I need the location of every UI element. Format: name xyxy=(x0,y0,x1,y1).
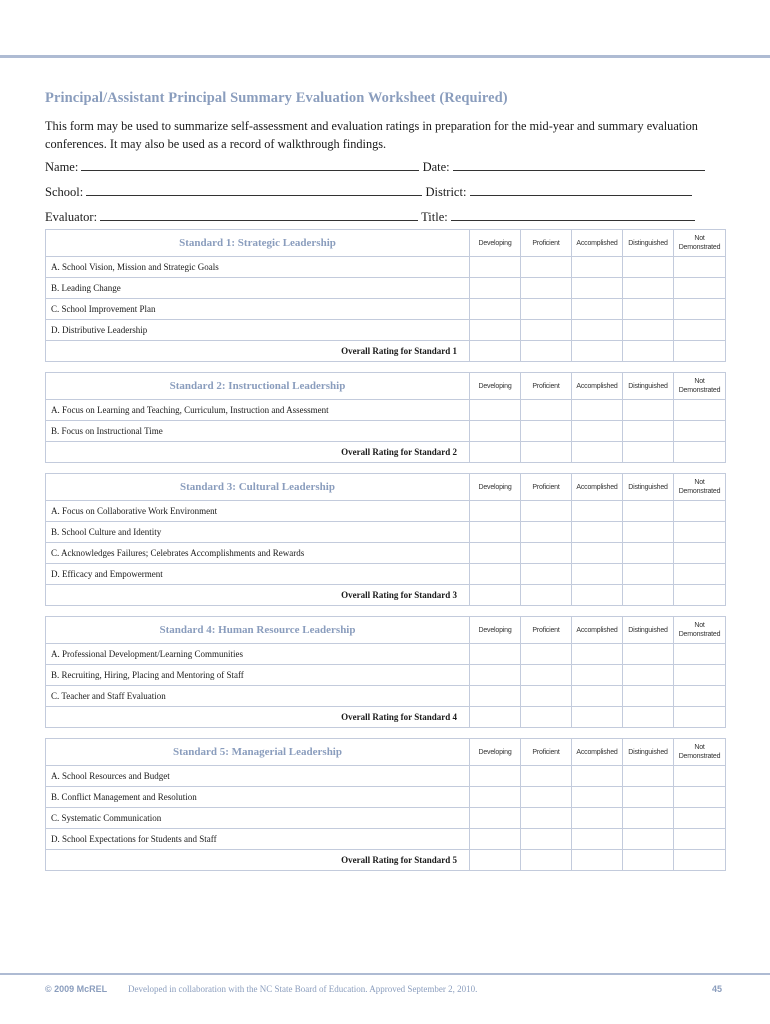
element-label: A. School Resources and Budget xyxy=(46,766,470,787)
element-label: C. Acknowledges Failures; Celebrates Accomplishments and Rewards xyxy=(46,543,470,564)
standard-title: Standard 3: Cultural Leadership xyxy=(46,474,470,501)
standard-5-block xyxy=(45,738,725,871)
rating-cell[interactable] xyxy=(674,278,726,299)
rating-cell[interactable] xyxy=(572,400,623,421)
rating-cell[interactable] xyxy=(623,665,674,686)
rating-cell[interactable] xyxy=(572,564,623,585)
element-label: C. School Improvement Plan xyxy=(46,299,470,320)
rating-column-header: Developing xyxy=(470,373,521,400)
overall-rating-cell[interactable] xyxy=(521,341,572,362)
rating-cell[interactable] xyxy=(470,501,521,522)
rating-cell[interactable] xyxy=(521,522,572,543)
rating-column-header: Distinguished xyxy=(623,373,674,400)
rating-cell[interactable] xyxy=(674,320,726,341)
rating-cell[interactable] xyxy=(521,501,572,522)
table-row xyxy=(46,644,726,665)
standard-title: Standard 5: Managerial Leadership xyxy=(46,739,470,766)
rating-cell[interactable] xyxy=(623,686,674,707)
rating-cell[interactable] xyxy=(674,299,726,320)
rating-cell[interactable] xyxy=(521,400,572,421)
overall-rating-label: Overall Rating for Standard 4 xyxy=(46,707,470,728)
rating-cell[interactable] xyxy=(674,543,726,564)
overall-rating-cell[interactable] xyxy=(572,341,623,362)
rating-cell[interactable] xyxy=(623,766,674,787)
table-row xyxy=(46,522,726,543)
overall-rating-label: Overall Rating for Standard 2 xyxy=(46,442,470,463)
standard-4-block xyxy=(45,616,725,728)
overall-rating-cell[interactable] xyxy=(521,850,572,871)
rating-cell[interactable] xyxy=(521,257,572,278)
rating-cell[interactable] xyxy=(674,564,726,585)
standard-header-row xyxy=(46,230,726,257)
table-row xyxy=(46,564,726,585)
name-date-line xyxy=(45,158,705,175)
element-label: A. Professional Development/Learning Communities xyxy=(46,644,470,665)
rating-cell[interactable] xyxy=(470,665,521,686)
standard-header-row xyxy=(46,474,726,501)
rating-cell[interactable] xyxy=(674,421,726,442)
element-label: A. School Vision, Mission and Strategic Goals xyxy=(46,257,470,278)
rating-cell[interactable] xyxy=(521,299,572,320)
standard-title: Standard 4: Human Resource Leadership xyxy=(46,617,470,644)
rating-cell[interactable] xyxy=(674,829,726,850)
rating-cell[interactable] xyxy=(623,787,674,808)
rating-cell[interactable] xyxy=(674,644,726,665)
rating-cell[interactable] xyxy=(674,522,726,543)
standard-header-row xyxy=(46,373,726,400)
rating-cell[interactable] xyxy=(623,808,674,829)
school-field[interactable] xyxy=(86,183,422,196)
overall-rating-cell[interactable] xyxy=(521,585,572,606)
rating-cell[interactable] xyxy=(470,644,521,665)
table-row xyxy=(46,501,726,522)
rating-cell[interactable] xyxy=(470,808,521,829)
overall-rating-cell[interactable] xyxy=(470,850,521,871)
standard-table xyxy=(45,229,726,362)
rating-column-header: Proficient xyxy=(521,373,572,400)
overall-rating-cell[interactable] xyxy=(674,707,726,728)
rating-cell[interactable] xyxy=(572,787,623,808)
rating-cell[interactable] xyxy=(521,564,572,585)
name-field[interactable] xyxy=(81,158,419,171)
overall-rating-cell[interactable] xyxy=(572,850,623,871)
rating-cell[interactable] xyxy=(521,766,572,787)
overall-rating-cell[interactable] xyxy=(674,442,726,463)
rating-cell[interactable] xyxy=(470,564,521,585)
overall-rating-cell[interactable] xyxy=(674,341,726,362)
rating-column-header: Proficient xyxy=(521,739,572,766)
standard-header-row xyxy=(46,617,726,644)
rating-cell[interactable] xyxy=(572,644,623,665)
table-row xyxy=(46,400,726,421)
rating-cell[interactable] xyxy=(623,320,674,341)
footer-developed-note: Developed in collaboration with the NC State Board of Education. Approved September 2, 2010. xyxy=(128,984,478,994)
overall-rating-cell[interactable] xyxy=(623,707,674,728)
rating-cell[interactable] xyxy=(674,766,726,787)
rating-cell[interactable] xyxy=(470,400,521,421)
rating-cell[interactable] xyxy=(470,543,521,564)
rating-cell[interactable] xyxy=(572,686,623,707)
rating-cell[interactable] xyxy=(623,644,674,665)
rating-column-header: Proficient xyxy=(521,474,572,501)
rating-cell[interactable] xyxy=(674,257,726,278)
rating-cell[interactable] xyxy=(572,421,623,442)
standard-table xyxy=(45,372,726,463)
rating-cell[interactable] xyxy=(470,278,521,299)
rating-cell[interactable] xyxy=(572,501,623,522)
rating-cell[interactable] xyxy=(521,543,572,564)
rating-cell[interactable] xyxy=(674,808,726,829)
table-row xyxy=(46,808,726,829)
overall-rating-cell[interactable] xyxy=(674,585,726,606)
rating-cell[interactable] xyxy=(521,421,572,442)
rating-cell[interactable] xyxy=(470,522,521,543)
overall-row xyxy=(46,442,726,463)
standard-3-block xyxy=(45,473,725,606)
table-row xyxy=(46,829,726,850)
evaluator-field[interactable] xyxy=(100,208,418,221)
rating-cell[interactable] xyxy=(623,829,674,850)
table-row xyxy=(46,787,726,808)
overall-rating-label: Overall Rating for Standard 1 xyxy=(46,341,470,362)
rating-cell[interactable] xyxy=(470,787,521,808)
intro-text: This form may be used to summarize self-assessment and evaluation ratings in preparation for the mid-year and summary evaluation conferences. It may also be used as a record of walkthrough findings. xyxy=(45,119,698,151)
district-label: District: xyxy=(425,185,467,199)
rating-column-header: Distinguished xyxy=(623,230,674,257)
standard-1-block xyxy=(45,229,725,362)
element-label: A. Focus on Collaborative Work Environment xyxy=(46,501,470,522)
rating-column-header: Distinguished xyxy=(623,617,674,644)
element-label: B. Focus on Instructional Time xyxy=(46,421,470,442)
rating-cell[interactable] xyxy=(470,421,521,442)
rating-column-header: Developing xyxy=(470,617,521,644)
overall-rating-cell[interactable] xyxy=(572,585,623,606)
element-label: D. School Expectations for Students and Staff xyxy=(46,829,470,850)
table-row xyxy=(46,421,726,442)
evaluator-label: Evaluator: xyxy=(45,210,98,224)
overall-rating-cell[interactable] xyxy=(470,707,521,728)
rating-column-header: Distinguished xyxy=(623,739,674,766)
overall-rating-cell[interactable] xyxy=(623,585,674,606)
rating-cell[interactable] xyxy=(521,686,572,707)
standard-title: Standard 2: Instructional Leadership xyxy=(46,373,470,400)
rating-cell[interactable] xyxy=(521,829,572,850)
element-label: A. Focus on Learning and Teaching, Curriculum, Instruction and Assessment xyxy=(46,400,470,421)
table-row xyxy=(46,320,726,341)
rating-cell[interactable] xyxy=(572,829,623,850)
overall-rating-cell[interactable] xyxy=(623,341,674,362)
rating-cell[interactable] xyxy=(572,257,623,278)
rating-cell[interactable] xyxy=(674,665,726,686)
overall-row xyxy=(46,341,726,362)
rating-column-header: Accomplished xyxy=(572,474,623,501)
rating-cell[interactable] xyxy=(674,400,726,421)
overall-rating-cell[interactable] xyxy=(521,707,572,728)
overall-rating-cell[interactable] xyxy=(470,442,521,463)
rating-column-header: Accomplished xyxy=(572,617,623,644)
overall-rating-cell[interactable] xyxy=(623,442,674,463)
rating-column-header: Not Demonstrated xyxy=(674,373,726,400)
rating-cell[interactable] xyxy=(521,808,572,829)
school-district-line xyxy=(45,183,692,200)
rating-cell[interactable] xyxy=(674,787,726,808)
rating-cell[interactable] xyxy=(470,829,521,850)
element-label: C. Systematic Communication xyxy=(46,808,470,829)
bottom-rule xyxy=(0,973,770,975)
overall-rating-cell[interactable] xyxy=(572,442,623,463)
overall-rating-cell[interactable] xyxy=(623,850,674,871)
rating-cell[interactable] xyxy=(521,278,572,299)
rating-column-header: Proficient xyxy=(521,230,572,257)
rating-column-header: Proficient xyxy=(521,617,572,644)
rating-cell[interactable] xyxy=(470,320,521,341)
rating-cell[interactable] xyxy=(572,808,623,829)
element-label: B. Leading Change xyxy=(46,278,470,299)
rating-cell[interactable] xyxy=(572,522,623,543)
standard-table xyxy=(45,473,726,606)
table-row xyxy=(46,543,726,564)
standard-header-row xyxy=(46,739,726,766)
rating-column-header: Distinguished xyxy=(623,474,674,501)
rating-cell[interactable] xyxy=(623,522,674,543)
standard-table xyxy=(45,738,726,871)
table-row xyxy=(46,257,726,278)
rating-cell[interactable] xyxy=(572,543,623,564)
standard-title: Standard 1: Strategic Leadership xyxy=(46,230,470,257)
footer-copyright: © 2009 McREL xyxy=(45,984,108,994)
overall-rating-label: Overall Rating for Standard 5 xyxy=(46,850,470,871)
overall-rating-label: Overall Rating for Standard 3 xyxy=(46,585,470,606)
footer-page-number: 45 xyxy=(711,984,722,994)
rating-cell[interactable] xyxy=(623,564,674,585)
table-row xyxy=(46,766,726,787)
rating-cell[interactable] xyxy=(623,543,674,564)
element-label: C. Teacher and Staff Evaluation xyxy=(46,686,470,707)
district-field[interactable] xyxy=(470,183,692,196)
table-row xyxy=(46,665,726,686)
rating-column-header: Accomplished xyxy=(572,230,623,257)
school-label: School: xyxy=(45,185,84,199)
overall-rating-cell[interactable] xyxy=(470,585,521,606)
rating-cell[interactable] xyxy=(521,787,572,808)
rating-cell[interactable] xyxy=(572,278,623,299)
rating-column-header: Not Demonstrated xyxy=(674,739,726,766)
rating-cell[interactable] xyxy=(623,278,674,299)
rating-cell[interactable] xyxy=(572,766,623,787)
overall-rating-cell[interactable] xyxy=(470,341,521,362)
rating-cell[interactable] xyxy=(572,665,623,686)
rating-cell[interactable] xyxy=(470,257,521,278)
rating-column-header: Accomplished xyxy=(572,373,623,400)
rating-column-header: Developing xyxy=(470,739,521,766)
rating-cell[interactable] xyxy=(572,299,623,320)
rating-column-header: Developing xyxy=(470,474,521,501)
rating-cell[interactable] xyxy=(623,400,674,421)
overall-rating-cell[interactable] xyxy=(572,707,623,728)
top-rule xyxy=(0,55,770,58)
rating-cell[interactable] xyxy=(521,644,572,665)
rating-cell[interactable] xyxy=(674,501,726,522)
table-row xyxy=(46,299,726,320)
table-row xyxy=(46,278,726,299)
page-title: Principal/Assistant Principal Summary Evaluation Worksheet (Required) xyxy=(45,90,508,106)
element-label: D. Efficacy and Empowerment xyxy=(46,564,470,585)
standard-table xyxy=(45,616,726,728)
element-label: B. School Culture and Identity xyxy=(46,522,470,543)
overall-row xyxy=(46,850,726,871)
date-label: Date: xyxy=(422,160,450,174)
standard-2-block xyxy=(45,372,725,463)
table-row xyxy=(46,686,726,707)
title-label: Title: xyxy=(421,210,448,224)
element-label: B. Conflict Management and Resolution xyxy=(46,787,470,808)
rating-column-header: Not Demonstrated xyxy=(674,474,726,501)
rating-cell[interactable] xyxy=(572,320,623,341)
rating-cell[interactable] xyxy=(623,299,674,320)
element-label: B. Recruiting, Hiring, Placing and Mentoring of Staff xyxy=(46,665,470,686)
overall-row xyxy=(46,585,726,606)
date-field[interactable] xyxy=(453,158,705,171)
overall-rating-cell[interactable] xyxy=(521,442,572,463)
title-field[interactable] xyxy=(451,208,695,221)
rating-cell[interactable] xyxy=(623,501,674,522)
element-label: D. Distributive Leadership xyxy=(46,320,470,341)
overall-row xyxy=(46,707,726,728)
rating-cell[interactable] xyxy=(521,665,572,686)
rating-cell[interactable] xyxy=(470,766,521,787)
rating-cell[interactable] xyxy=(623,421,674,442)
rating-cell[interactable] xyxy=(470,299,521,320)
rating-cell[interactable] xyxy=(470,686,521,707)
rating-column-header: Accomplished xyxy=(572,739,623,766)
overall-rating-cell[interactable] xyxy=(674,850,726,871)
name-label: Name: xyxy=(45,160,79,174)
rating-column-header: Developing xyxy=(470,230,521,257)
rating-cell[interactable] xyxy=(674,686,726,707)
rating-column-header: Not Demonstrated xyxy=(674,230,726,257)
rating-cell[interactable] xyxy=(623,257,674,278)
rating-column-header: Not Demonstrated xyxy=(674,617,726,644)
evaluator-title-line xyxy=(45,208,695,225)
rating-cell[interactable] xyxy=(521,320,572,341)
